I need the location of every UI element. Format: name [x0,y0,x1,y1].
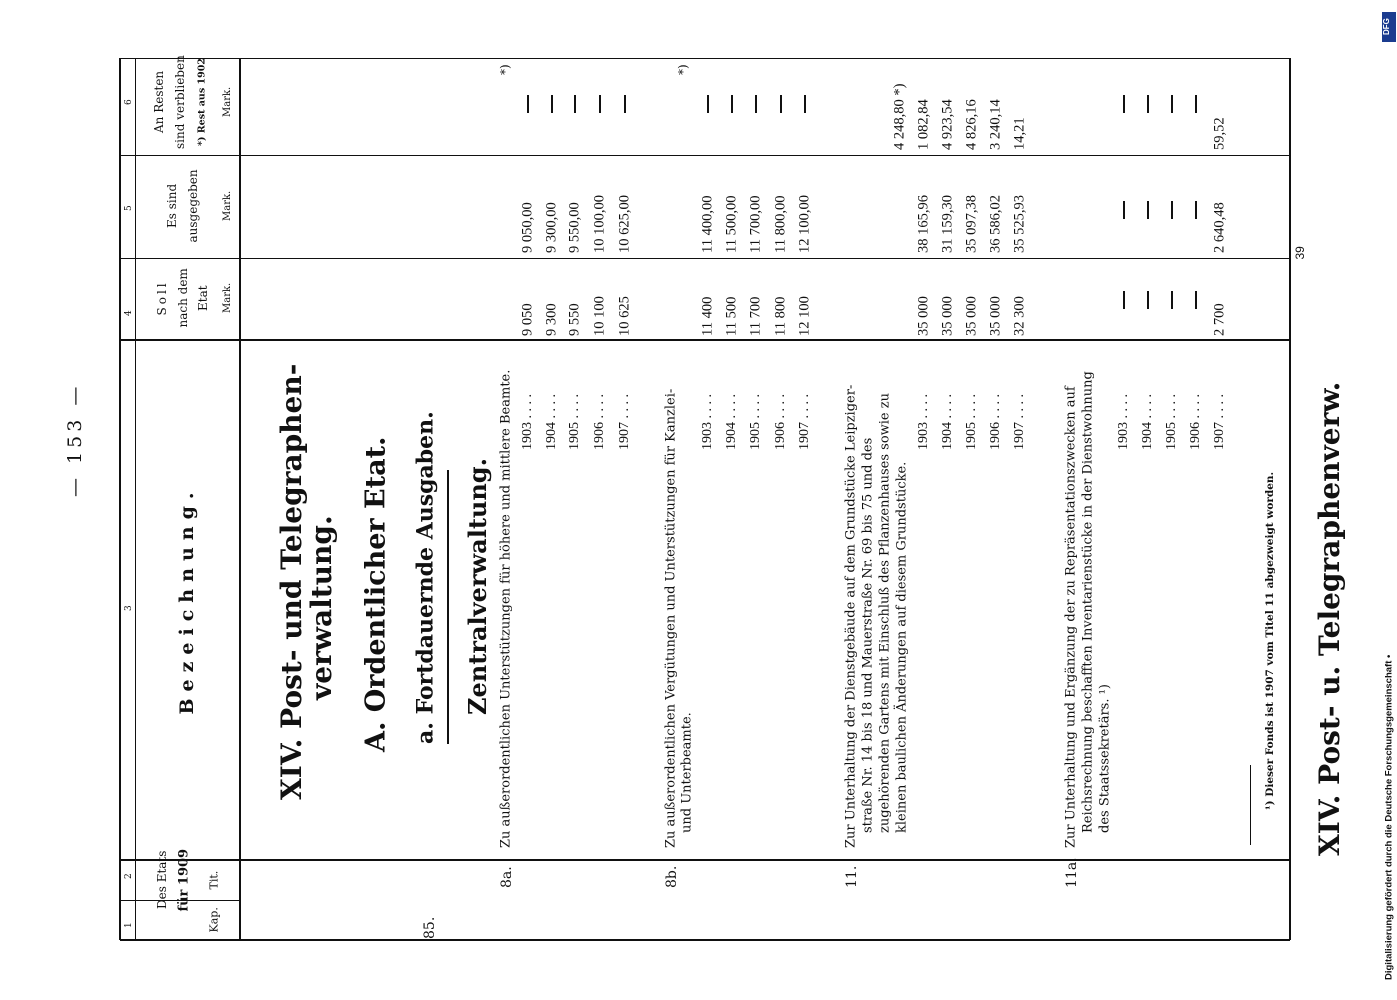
header-bezeichnung: Bezeichnung. [176,485,198,715]
ausgegeben-dash [1123,201,1125,219]
header-es-sind: Es sind [165,183,179,228]
row-ausgegeben: 35 097,38 [963,195,980,253]
col5-col4-separator [120,258,1290,259]
entry-11-desc-line4: kleinen baulichen Änderungen auf diesem Grundstücke. [894,461,910,833]
row-ausgegeben: 36 586,02 [987,195,1004,253]
section-zentral: Zentralverwaltung. [463,458,492,715]
header-nach-dem: nach dem [176,268,190,328]
reste-dash [1123,95,1125,113]
header-ausgegeben: ausgegeben [186,169,200,243]
col6-col5-separator [120,155,1290,156]
row-year: 1905 . . . . [748,394,763,450]
entry-8b-desc-line1: Zu außerordentlichen Vergütungen und Unterstützungen für Kanzlei- [663,388,679,848]
row-soll: 35 000 [915,296,932,336]
row-ausgegeben: 9 300,00 [543,202,560,253]
row-year: 1905 . . . . [1164,394,1179,450]
row-soll: 9 050 [519,303,536,336]
reste-dash [731,95,733,113]
header-ausgegeben-unit: Mark. [222,190,233,221]
row-ausgegeben: 35 525,93 [1011,195,1028,253]
ausgegeben-dash [1171,201,1173,219]
header-soll-unit: Mark. [222,282,233,313]
rest-1902-value: 4 248,80 *) [891,83,908,150]
row-soll: 11 500 [723,296,740,336]
row-reste: 14,21 [1011,117,1028,150]
reste-dash [780,95,782,113]
entry-11-desc-line3: zugehörenden Gartens mit Einschluß des Pflanzenhauses sowie zu [877,393,893,833]
row-year: 1903 . . . . [916,394,931,450]
reste-dash [804,95,806,113]
table-left-rule [119,58,122,940]
entry-8b-desc-line2: und Unterbeamte. [679,712,695,833]
row-soll: 9 300 [543,303,560,336]
soll-dash [1123,291,1125,309]
dfg-logo: DFG [1382,12,1396,42]
row-ausgegeben: 10 625,00 [616,195,633,253]
row-soll: 11 700 [747,296,764,336]
titel-11: 11. [844,865,860,888]
section-title-line1: XIV. Post- und Telegraphen- [275,363,308,800]
row-soll: 11 800 [772,296,789,336]
row-ausgegeben: 9 050,00 [519,202,536,253]
table-top-rule [120,58,1290,59]
soll-dash [1195,291,1197,309]
column-number-3: 3 [124,605,134,611]
row-ausgegeben: 38 165,96 [915,195,932,253]
row-year: 1903 . . . . [520,394,535,450]
header-rule [239,58,241,940]
row-ausgegeben: 11 500,00 [723,195,740,253]
running-title: XIV. Post- u. Telegraphenverw. [1313,381,1346,856]
header-tit: Tit. [207,870,221,890]
row-year: 1907 . . . . [797,394,812,450]
row-year: 1905 . . . . [567,394,582,450]
header-sind-verblieben: sind verblieben [173,55,187,149]
column-number-2: 2 [124,873,134,879]
col4-col3-separator [120,339,1290,341]
header-kap: Kap. [207,907,221,933]
row-ausgegeben: 12 100,00 [796,195,813,253]
row-year: 1906 . . . . [988,394,1003,450]
row-ausgegeben: 11 700,00 [747,195,764,253]
row-ausgegeben: 2 640,48 [1211,202,1228,253]
soll-dash [1147,291,1149,309]
entry-11-desc-line1: Zur Unterhaltung der Dienstgebäude auf dem Grundstücke Leipziger- [843,384,859,848]
header-des-etats: Des Etats [155,850,169,909]
reste-dash [527,95,529,113]
header-resten-unit: Mark. [222,86,233,117]
reste-dash [551,95,553,113]
row-year: 1904 . . . . [544,394,559,450]
reste-dash [624,95,626,113]
column-number-1: 1 [124,922,134,928]
row-soll: 12 100 [796,296,813,336]
row-year: 1905 . . . . [964,394,979,450]
digitization-credit: Digitalisierung gefördert durch die Deutsche Forschungsgemeinschaft • [1383,654,1395,980]
entry-11a-desc-line1: Zur Unterhaltung und Ergänzung der zu Repräsentationszwecken auf [1063,386,1079,848]
section-title-line2: verwaltung. [305,515,338,700]
reste-dash [1195,95,1197,113]
footnote-mark-8a: *) [498,64,512,75]
row-soll: 35 000 [987,296,1004,336]
footnote-mark-8b: *) [676,64,690,75]
reste-dash [599,95,601,113]
row-ausgegeben: 11 400,00 [699,195,716,253]
header-etat: Etat [196,285,210,311]
header-soll: Soll [155,280,169,316]
ausgegeben-dash [1195,201,1197,219]
entry-11a-desc-line2: Reichsrechnung beschafften Inventarienstücke in der Dienstwohnung [1080,371,1096,833]
row-soll: 10 100 [591,296,608,336]
reste-dash [707,95,709,113]
sheet-number: 39 [1293,246,1307,260]
section-sub-a: a. Fortdauernde Ausgaben. [412,411,439,744]
row-year: 1904 . . . . [940,394,955,450]
reste-dash [755,95,757,113]
row-year: 1904 . . . . [1140,394,1155,450]
reste-dash [1147,95,1149,113]
row-year: 1907 . . . . [1012,394,1027,450]
footnote-rule [1250,765,1251,845]
row-soll: 35 000 [939,296,956,336]
row-ausgegeben: 10 100,00 [591,195,608,253]
footnote: ¹) Dieser Fonds ist 1907 vom Titel 11 abgezweigt worden. [1264,471,1276,810]
column-number-5: 5 [124,205,134,211]
row-soll: 2 700 [1211,303,1228,336]
row-ausgegeben: 11 800,00 [772,195,789,253]
ausgegeben-dash [1147,201,1149,219]
row-reste: 4 826,16 [963,99,980,150]
sub-a-underline [447,470,449,744]
table-bottom-rule [120,939,1290,940]
row-ausgegeben: 9 550,00 [566,202,583,253]
row-year: 1907 . . . . [1212,394,1227,450]
titel-11a: 11a. [1064,857,1080,888]
row-year: 1906 . . . . [592,394,607,450]
row-reste: 1 082,84 [915,99,932,150]
row-year: 1906 . . . . [1188,394,1203,450]
row-reste: 4 923,54 [939,99,956,150]
row-year: 1907 . . . . [617,394,632,450]
column-number-4: 4 [124,310,134,316]
header-rest-1902: *) Rest aus 1902 [196,58,208,146]
row-year: 1904 . . . . [724,394,739,450]
col3-col2-separator [120,859,1290,861]
page-number: — 153 — [64,382,86,497]
table-right-rule [1289,58,1292,940]
row-year: 1903 . . . . [1116,394,1131,450]
entry-11-desc-line2: straße Nr. 14 bis 18 und Mauerstraße Nr. 69 bis 75 und des [860,437,876,833]
row-soll: 35 000 [963,296,980,336]
row-reste: 3 240,14 [987,99,1004,150]
header-fuer-1909: für 1909 [176,848,192,912]
row-year: 1903 . . . . [700,394,715,450]
section-a-title: A. Ordentlicher Etat. [360,436,392,752]
column-number-6: 6 [124,99,134,105]
row-soll: 9 550 [566,303,583,336]
row-ausgegeben: 31 159,30 [939,195,956,253]
entry-11a-desc-line3: des Staatssekretärs. ¹) [1097,684,1113,833]
row-reste: 59,52 [1211,117,1228,150]
reste-dash [1171,95,1173,113]
header-an-resten: An Resten [152,70,166,133]
row-soll: 32 300 [1011,296,1028,336]
column-number-rule [135,58,136,940]
row-soll: 10 625 [616,296,633,336]
reste-dash [574,95,576,113]
row-soll: 11 400 [699,296,716,336]
titel-8b: 8b. [664,865,680,888]
entry-8a-desc: Zu außerordentlichen Unterstützungen für höhere und mittlere Beamte. [498,369,514,848]
row-year: 1906 . . . . [773,394,788,450]
kapitel-number: 85. [422,916,438,939]
titel-8a: 8a. [499,866,515,888]
soll-dash [1171,291,1173,309]
